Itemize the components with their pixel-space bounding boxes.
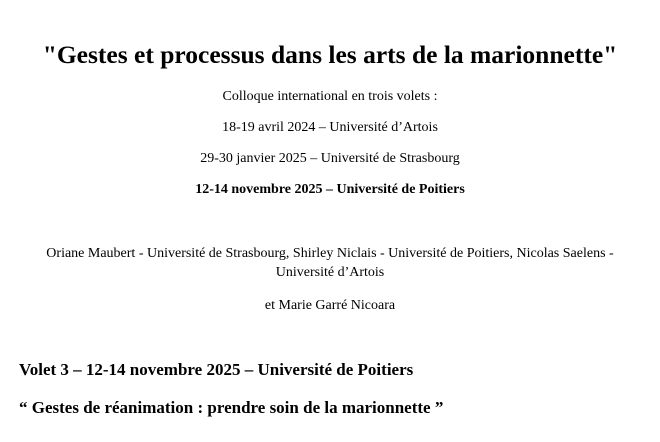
document-title: "Gestes et processus dans les arts de la marionnette" xyxy=(42,40,618,69)
date-line-volet-1: 18-19 avril 2024 – Université d’Artois xyxy=(222,120,438,135)
volet-title: “ Gestes de réanimation : prendre soin de la marionnette ” xyxy=(19,398,444,417)
authors-tail: et Marie Garré Nicoara xyxy=(264,298,396,313)
date-line-volet-3: 12-14 novembre 2025 – Université de Poitiers xyxy=(195,182,465,197)
volet-heading: Volet 3 – 12-14 novembre 2025 – Université de Poitiers xyxy=(19,360,414,379)
date-line-volet-2: 29-30 janvier 2025 – Université de Strasbourg xyxy=(200,151,460,166)
authors-paragraph: Oriane Maubert - Université de Strasbourg, Shirley Niclais - Université de Poitiers, Nicolas Saelens - Université d’Artois xyxy=(46,246,614,280)
colloque-subtitle: Colloque international en trois volets : xyxy=(222,89,438,104)
